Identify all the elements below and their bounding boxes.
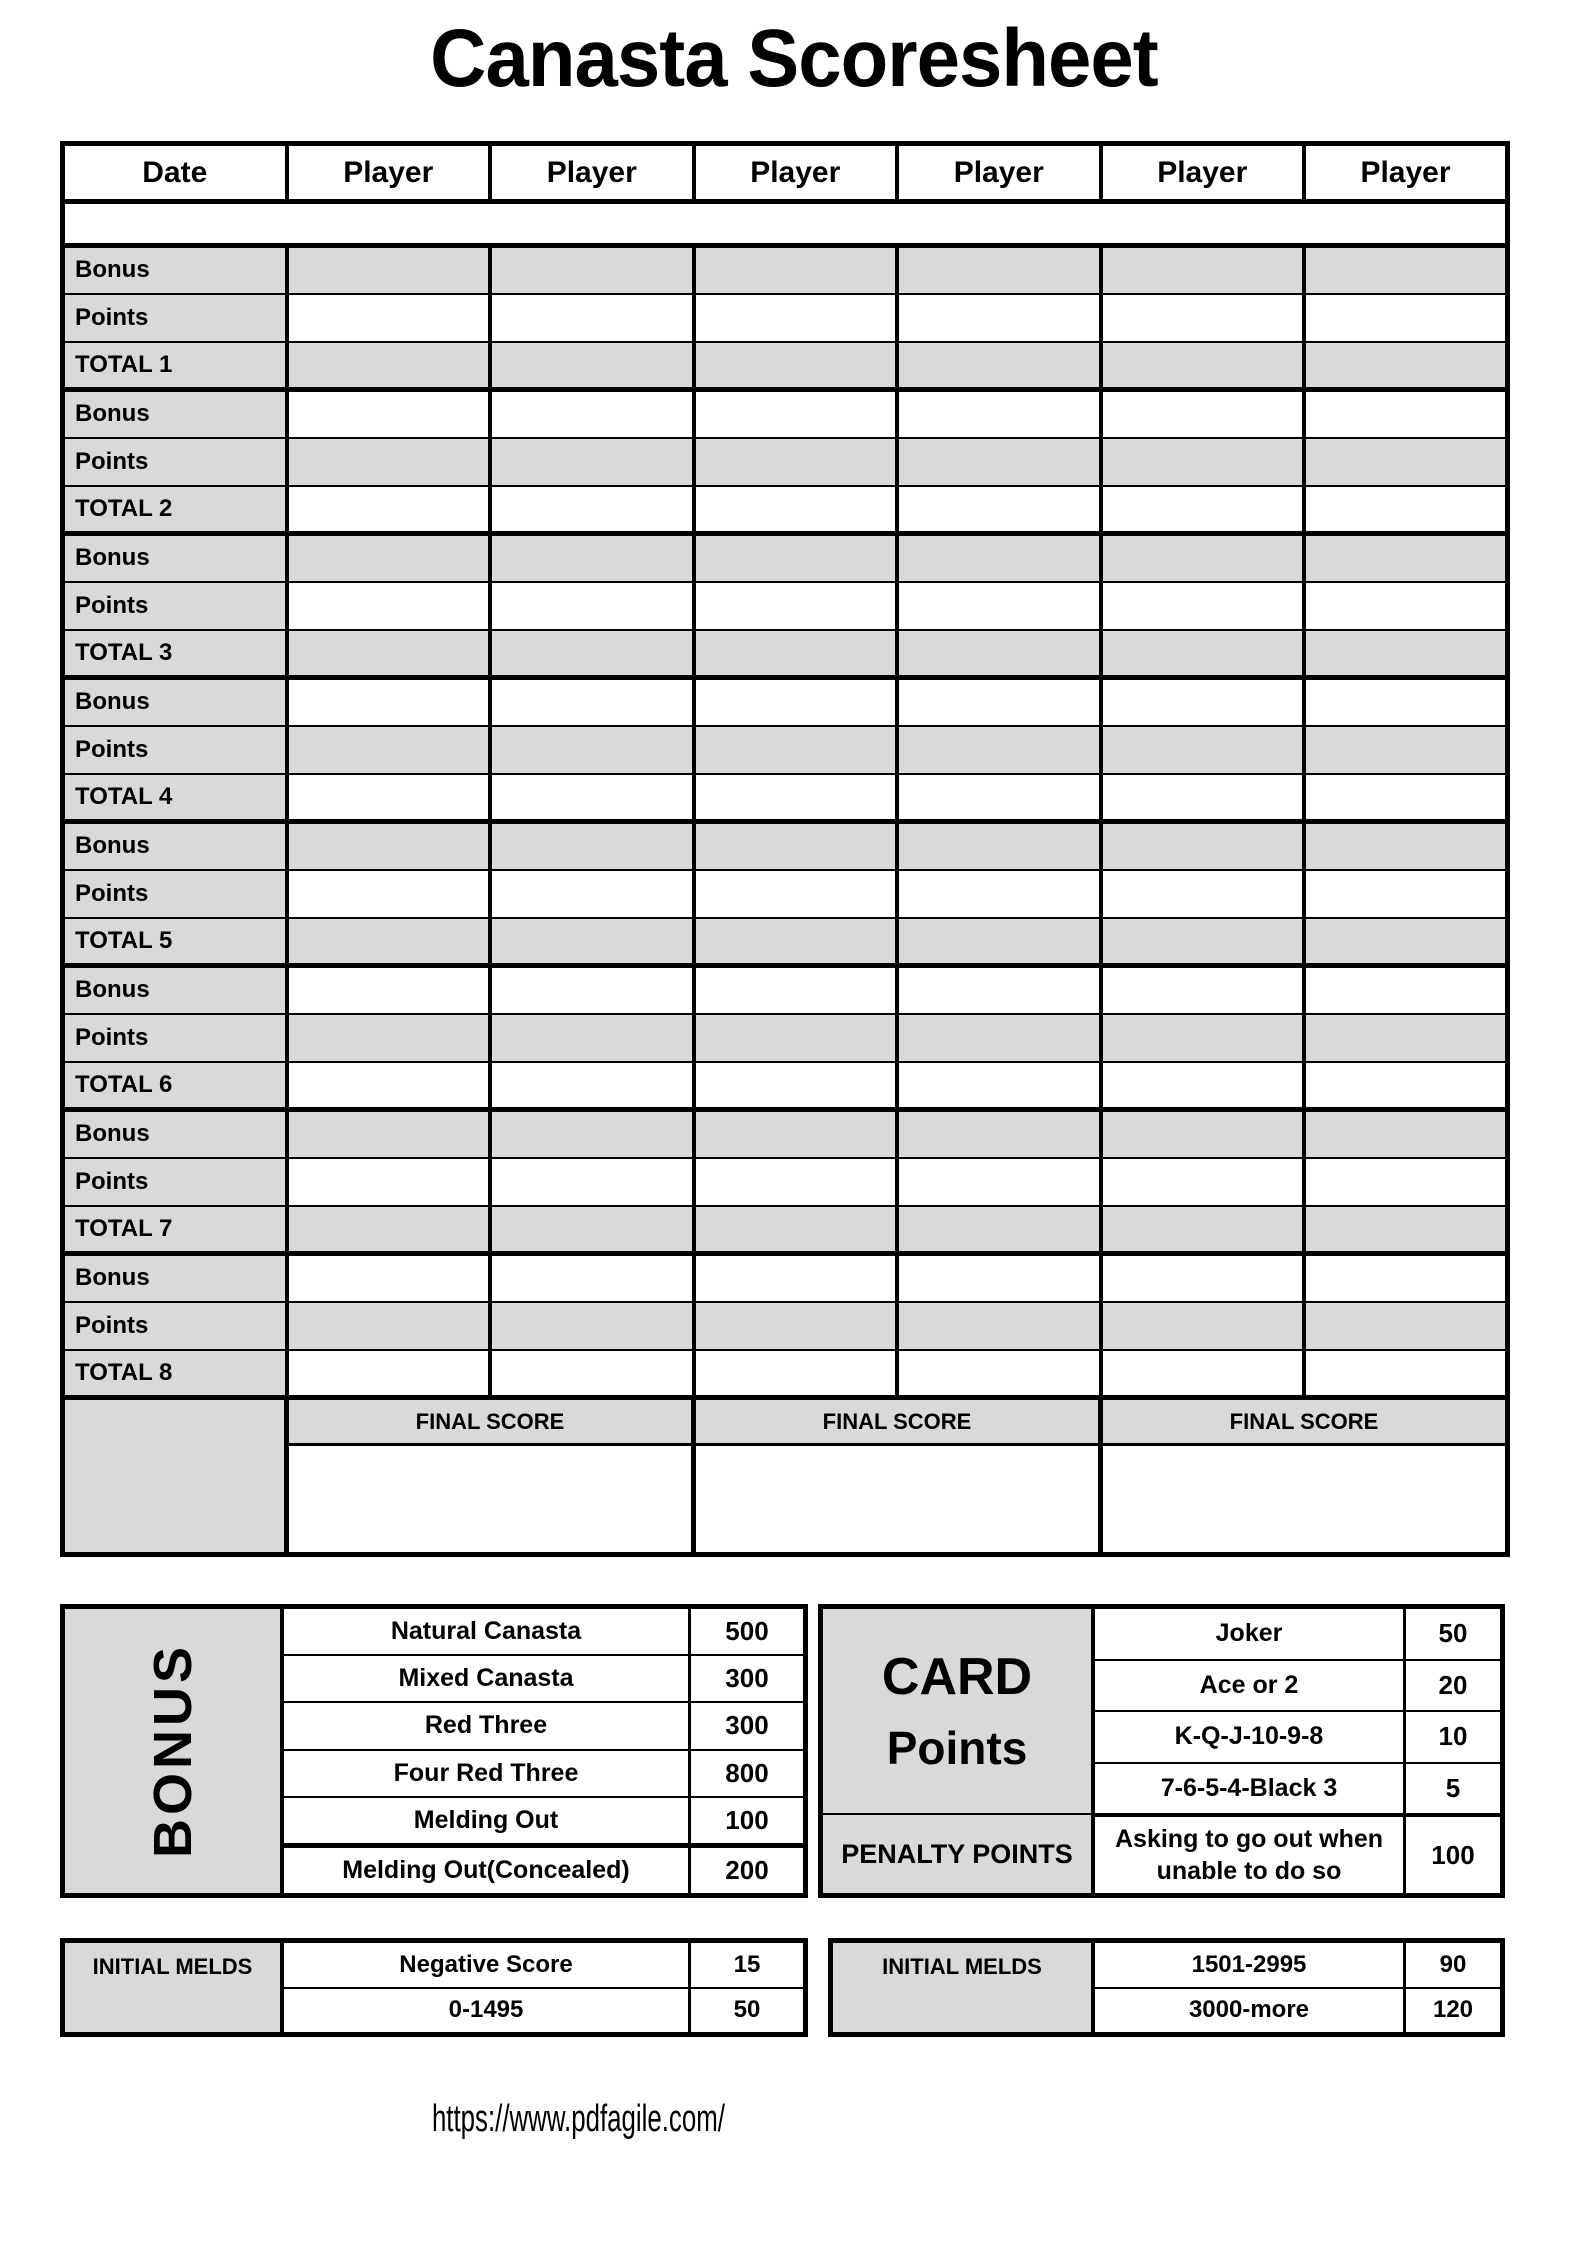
score-cell <box>287 1062 491 1110</box>
score-cell <box>1101 1014 1305 1062</box>
score-cell <box>287 1110 491 1158</box>
score-row <box>63 438 1508 486</box>
initial-melds-table-right <box>828 1938 1505 2037</box>
score-cell <box>1304 1062 1508 1110</box>
final-score-header: FINAL SCORE <box>1101 1398 1508 1445</box>
score-cell <box>490 1302 694 1350</box>
value-row <box>284 1701 803 1748</box>
score-cell <box>694 1350 898 1398</box>
row-label: Points <box>63 294 287 342</box>
score-cell <box>694 966 898 1014</box>
card-points-rows <box>1095 1609 1500 1893</box>
score-cell <box>1101 678 1305 726</box>
score-cell <box>490 870 694 918</box>
score-cell <box>897 1302 1101 1350</box>
row-label: TOTAL 5 <box>63 918 287 966</box>
item-value: 50 <box>733 1996 761 2024</box>
score-cell <box>694 1302 898 1350</box>
score-cell <box>287 774 491 822</box>
initial-melds-right-rows <box>1095 1943 1500 2032</box>
score-cell <box>694 870 898 918</box>
penalty-value: 100 <box>1431 1839 1475 1870</box>
score-cell <box>1101 774 1305 822</box>
score-cell <box>897 486 1101 534</box>
row-label: Bonus <box>63 534 287 582</box>
score-cell <box>1101 1350 1305 1398</box>
score-cell <box>897 726 1101 774</box>
score-cell <box>1101 1302 1305 1350</box>
row-label: TOTAL 6 <box>63 1062 287 1110</box>
bonus-table <box>60 1604 808 1898</box>
score-cell <box>897 678 1101 726</box>
column-header-player: Player <box>897 144 1101 202</box>
score-cell <box>897 1158 1101 1206</box>
score-cell <box>287 486 491 534</box>
value-row <box>1095 1987 1500 2033</box>
score-cell <box>897 582 1101 630</box>
row-label: Points <box>63 870 287 918</box>
bonus-section <box>60 1604 1505 1898</box>
score-cell <box>897 1206 1101 1254</box>
score-cell <box>897 870 1101 918</box>
score-cell <box>1304 678 1508 726</box>
value-row <box>284 1843 803 1893</box>
score-cell <box>1304 1254 1508 1302</box>
score-cell <box>694 390 898 438</box>
score-cell <box>287 1254 491 1302</box>
score-row <box>63 486 1508 534</box>
penalty-row <box>1095 1813 1500 1893</box>
score-cell <box>490 438 694 486</box>
score-cell <box>1101 1158 1305 1206</box>
row-label: TOTAL 4 <box>63 774 287 822</box>
final-score-cell <box>1101 1445 1508 1555</box>
row-label: Points <box>63 1014 287 1062</box>
score-cell <box>1304 246 1508 294</box>
score-cell <box>694 486 898 534</box>
item-name: Natural Canasta <box>284 1609 691 1654</box>
score-cell <box>1304 966 1508 1014</box>
score-cell <box>287 966 491 1014</box>
score-cell <box>694 294 898 342</box>
score-cell <box>1101 534 1305 582</box>
penalty-description: Asking to go out when unable to do so <box>1095 1817 1406 1893</box>
value-row <box>1095 1609 1500 1659</box>
score-cell <box>287 1014 491 1062</box>
score-cell <box>287 870 491 918</box>
score-row <box>63 1302 1508 1350</box>
final-score-cell <box>694 1445 1101 1555</box>
score-cell <box>1304 1302 1508 1350</box>
item-value: 800 <box>725 1757 769 1788</box>
score-cell <box>1101 1110 1305 1158</box>
score-row <box>63 822 1508 870</box>
score-cell <box>1304 822 1508 870</box>
score-cell <box>490 1014 694 1062</box>
score-cell <box>1101 726 1305 774</box>
item-name: 7-6-5-4-Black 3 <box>1095 1764 1406 1814</box>
score-cell <box>490 1062 694 1110</box>
score-cell <box>490 918 694 966</box>
final-score-spacer-cell <box>63 1398 287 1555</box>
score-row <box>63 390 1508 438</box>
score-row <box>63 1110 1508 1158</box>
item-value: 5 <box>1445 1772 1461 1803</box>
score-cell <box>694 774 898 822</box>
row-label: Points <box>63 726 287 774</box>
score-cell <box>694 342 898 390</box>
score-cell <box>287 390 491 438</box>
score-cell <box>287 1350 491 1398</box>
score-cell <box>897 1254 1101 1302</box>
score-cell <box>1304 1206 1508 1254</box>
item-name: Four Red Three <box>284 1751 691 1796</box>
score-cell <box>897 1062 1101 1110</box>
score-cell <box>1101 966 1305 1014</box>
score-cell <box>1304 1158 1508 1206</box>
score-cell <box>1304 486 1508 534</box>
score-cell <box>897 438 1101 486</box>
score-row <box>63 774 1508 822</box>
score-cell <box>490 1254 694 1302</box>
item-name: Red Three <box>284 1703 691 1748</box>
score-cell <box>1101 342 1305 390</box>
score-cell <box>694 1158 898 1206</box>
score-cell <box>1304 1014 1508 1062</box>
score-cell <box>694 678 898 726</box>
initial-melds-table-left <box>60 1938 808 2037</box>
score-cell <box>490 1206 694 1254</box>
score-cell <box>897 1110 1101 1158</box>
score-cell <box>1101 918 1305 966</box>
score-cell <box>1101 870 1305 918</box>
row-label: Bonus <box>63 822 287 870</box>
score-cell <box>1101 1254 1305 1302</box>
item-value: 200 <box>725 1854 769 1885</box>
score-cell <box>287 534 491 582</box>
item-value: 20 <box>1438 1669 1468 1700</box>
row-label: TOTAL 7 <box>63 1206 287 1254</box>
score-cell <box>1101 486 1305 534</box>
score-cell <box>287 726 491 774</box>
score-cell <box>1304 342 1508 390</box>
score-row <box>63 726 1508 774</box>
score-row <box>63 246 1508 294</box>
score-cell <box>1101 1206 1305 1254</box>
date-names-entry-row <box>63 202 1508 246</box>
row-label: TOTAL 2 <box>63 486 287 534</box>
score-cell <box>490 678 694 726</box>
score-row <box>63 966 1508 1014</box>
score-cell <box>897 390 1101 438</box>
card-points-label-line1: CARD <box>881 1648 1033 1706</box>
score-cell <box>1304 774 1508 822</box>
card-points-table <box>818 1604 1505 1898</box>
item-name: Mixed Canasta <box>284 1656 691 1701</box>
header-row <box>63 144 1508 202</box>
bonus-vertical-label <box>65 1609 284 1893</box>
bonus-rows <box>284 1609 803 1893</box>
item-value: 500 <box>725 1616 769 1647</box>
item-name: Negative Score <box>284 1943 691 1987</box>
initial-melds-section <box>60 1938 1505 2037</box>
penalty-points-label: PENALTY POINTS <box>823 1813 1091 1893</box>
score-row <box>63 582 1508 630</box>
score-row <box>63 1158 1508 1206</box>
item-value: 300 <box>725 1663 769 1694</box>
score-cell <box>694 918 898 966</box>
value-row <box>284 1987 803 2033</box>
score-cell <box>1304 438 1508 486</box>
footer <box>0 2098 1156 2141</box>
score-cell <box>1304 1350 1508 1398</box>
row-label: TOTAL 8 <box>63 1350 287 1398</box>
score-row <box>63 678 1508 726</box>
final-score-header: FINAL SCORE <box>287 1398 694 1445</box>
score-cell <box>694 1206 898 1254</box>
score-row <box>63 1254 1508 1302</box>
score-cell <box>1304 918 1508 966</box>
row-label: Points <box>63 438 287 486</box>
item-name: 0-1495 <box>284 1989 691 2033</box>
row-label: Bonus <box>63 966 287 1014</box>
score-table <box>60 141 1510 1557</box>
item-name: 1501-2995 <box>1095 1943 1406 1987</box>
item-value: 100 <box>725 1804 769 1835</box>
score-cell <box>490 1350 694 1398</box>
column-header-player: Player <box>490 144 694 202</box>
score-cell <box>694 438 898 486</box>
item-value: 50 <box>1438 1618 1468 1649</box>
score-cell <box>897 918 1101 966</box>
score-row <box>63 342 1508 390</box>
card-points-label-line2: Points <box>886 1722 1028 1774</box>
score-row <box>63 1350 1508 1398</box>
score-cell <box>287 1158 491 1206</box>
score-cell <box>1101 390 1305 438</box>
score-cell <box>694 1062 898 1110</box>
row-label: TOTAL 3 <box>63 630 287 678</box>
row-label: Points <box>63 582 287 630</box>
score-row <box>63 1062 1508 1110</box>
score-cell <box>1101 822 1305 870</box>
score-cell <box>490 774 694 822</box>
item-name: Ace or 2 <box>1095 1661 1406 1711</box>
final-score-cell <box>287 1445 694 1555</box>
score-cell <box>287 918 491 966</box>
column-header-player: Player <box>1101 144 1305 202</box>
item-value: 90 <box>1439 1950 1467 1978</box>
score-cell <box>490 534 694 582</box>
page-title <box>0 12 1588 106</box>
date-names-entry-cell <box>63 202 1508 246</box>
column-header-date: Date <box>63 144 287 202</box>
score-cell <box>694 534 898 582</box>
row-label: Bonus <box>63 1254 287 1302</box>
score-cell <box>1304 390 1508 438</box>
item-name: Joker <box>1095 1609 1406 1659</box>
score-cell <box>490 966 694 1014</box>
score-cell <box>1101 438 1305 486</box>
score-cell <box>490 822 694 870</box>
score-cell <box>490 630 694 678</box>
score-cell <box>694 822 898 870</box>
score-cell <box>694 630 898 678</box>
score-cell <box>287 1206 491 1254</box>
score-cell <box>694 726 898 774</box>
score-cell <box>897 342 1101 390</box>
score-cell <box>897 1350 1101 1398</box>
score-cell <box>287 438 491 486</box>
row-label: Points <box>63 1302 287 1350</box>
score-cell <box>490 582 694 630</box>
score-cell <box>897 294 1101 342</box>
score-cell <box>694 246 898 294</box>
score-cell <box>694 1014 898 1062</box>
item-name: Melding Out(Concealed) <box>284 1848 691 1893</box>
score-row <box>63 630 1508 678</box>
score-cell <box>897 1014 1101 1062</box>
row-label: Bonus <box>63 246 287 294</box>
score-cell <box>897 966 1101 1014</box>
score-cell <box>287 822 491 870</box>
value-row <box>1095 1659 1500 1711</box>
initial-melds-left-rows <box>284 1943 803 2032</box>
score-row <box>63 918 1508 966</box>
initial-melds-label: INITIAL MELDS <box>833 1943 1095 2032</box>
column-header-player: Player <box>287 144 491 202</box>
score-cell <box>897 246 1101 294</box>
item-name: 3000-more <box>1095 1989 1406 2033</box>
score-cell <box>287 582 491 630</box>
score-cell <box>287 1302 491 1350</box>
row-label: Bonus <box>63 1110 287 1158</box>
value-row <box>1095 1762 1500 1814</box>
value-row <box>284 1796 803 1843</box>
score-cell <box>490 486 694 534</box>
score-cell <box>490 1110 694 1158</box>
initial-melds-label: INITIAL MELDS <box>65 1943 284 2032</box>
final-score-header-row <box>63 1398 1508 1445</box>
score-cell <box>1304 630 1508 678</box>
column-header-player: Player <box>694 144 898 202</box>
score-row <box>63 294 1508 342</box>
score-cell <box>287 294 491 342</box>
score-cell <box>1101 630 1305 678</box>
score-cell <box>897 822 1101 870</box>
card-points-value-rows <box>1095 1609 1500 1813</box>
score-cell <box>287 678 491 726</box>
score-cell <box>490 726 694 774</box>
score-cell <box>287 342 491 390</box>
score-cell <box>287 246 491 294</box>
score-cell <box>490 246 694 294</box>
footer-url-link[interactable]: https://www.pdfagile.com/ <box>431 2098 725 2140</box>
item-value: 10 <box>1438 1721 1468 1752</box>
score-cell <box>490 294 694 342</box>
value-row <box>284 1943 803 1987</box>
score-cell <box>1101 582 1305 630</box>
score-row <box>63 1014 1508 1062</box>
score-row <box>63 1206 1508 1254</box>
row-label: TOTAL 1 <box>63 342 287 390</box>
score-cell <box>1304 294 1508 342</box>
score-cell <box>1304 726 1508 774</box>
item-value: 15 <box>733 1950 761 1978</box>
item-value: 300 <box>725 1710 769 1741</box>
score-cell <box>490 390 694 438</box>
item-name: K-Q-J-10-9-8 <box>1095 1712 1406 1762</box>
card-points-label <box>823 1609 1091 1813</box>
score-cell <box>490 342 694 390</box>
score-row <box>63 870 1508 918</box>
page-title-text: Canasta Scoresheet <box>430 13 1158 104</box>
value-row <box>284 1609 803 1654</box>
score-cell <box>694 582 898 630</box>
score-cell <box>694 1254 898 1302</box>
score-cell <box>490 1158 694 1206</box>
row-label: Bonus <box>63 390 287 438</box>
value-row <box>284 1749 803 1796</box>
item-value: 120 <box>1432 1996 1474 2024</box>
item-name: Melding Out <box>284 1798 691 1843</box>
score-cell <box>1101 294 1305 342</box>
column-header-player: Player <box>1304 144 1508 202</box>
score-cell <box>1101 1062 1305 1110</box>
bonus-label-text: BONUS <box>142 1643 203 1859</box>
score-cell <box>1304 870 1508 918</box>
card-points-label-column <box>823 1609 1095 1893</box>
score-cell <box>287 630 491 678</box>
final-score-header: FINAL SCORE <box>694 1398 1101 1445</box>
score-cell <box>897 630 1101 678</box>
score-cell <box>897 774 1101 822</box>
value-row <box>1095 1710 1500 1762</box>
score-cell <box>1304 1110 1508 1158</box>
value-row <box>1095 1943 1500 1987</box>
row-label: Bonus <box>63 678 287 726</box>
score-cell <box>1304 534 1508 582</box>
score-row <box>63 534 1508 582</box>
score-cell <box>1101 246 1305 294</box>
score-table-body <box>63 246 1508 1398</box>
score-cell <box>694 1110 898 1158</box>
score-cell <box>1304 582 1508 630</box>
row-label: Points <box>63 1158 287 1206</box>
value-row <box>284 1654 803 1701</box>
score-cell <box>897 534 1101 582</box>
